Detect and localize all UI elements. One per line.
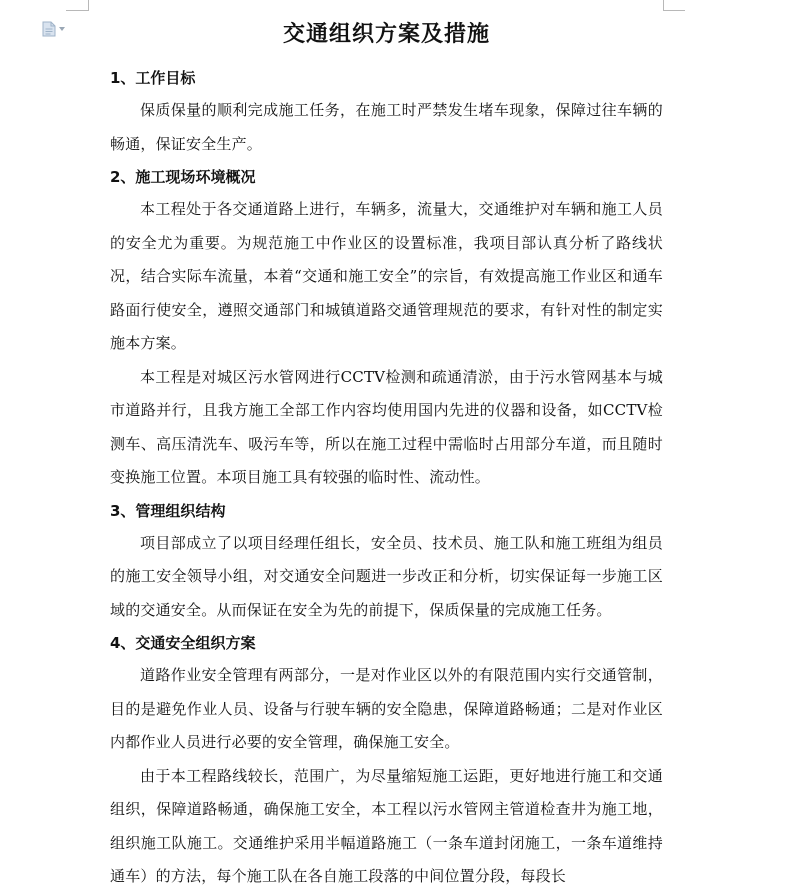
section-heading: 1、工作目标 [110, 69, 196, 87]
document-page [110, 10, 663, 894]
paragraph: 保质保量的顺利完成施工任务，在施工时严禁发生堵车现象，保障过往车辆的畅通，保证安全生产。 [110, 101, 663, 153]
section-traffic-safety-plan [110, 627, 663, 894]
margin-corner-mark-top-right [663, 0, 664, 10]
section-management-structure [110, 495, 663, 628]
margin-corner-mark-top-right-h [663, 10, 685, 11]
paragraph: 道路作业安全管理有两部分，一是对作业区以外的有限范围内实行交通管制，目的是避免作业人员、设备与行驶车辆的安全隐患，保障道路畅通；二是对作业区内都作业人员进行必要的安全管理，确保施工安全。 [110, 666, 663, 751]
paragraph: 本工程是对城区污水管网进行CCTV检测和疏通清淤，由于污水管网基本与城市道路并行，且我方施工全部工作内容均使用国内先进的仪器和设备，如CCTV检测车、高压清洗车、吸污车等，所以在施工过程中需临时占用部分车道，而且随时变换施工位置。本项目施工具有较强的临时性、流动性。 [110, 367, 663, 486]
chevron-down-icon [59, 27, 65, 31]
paragraph: 项目部成立了以项目经理任组长，安全员、技术员、施工队和施工班组为组员的施工安全领导小组，对交通安全问题进一步改正和分析，切实保证每一步施工区域的交通安全。从而保证在安全为先的前提下，保质保量的完成施工任务。 [110, 533, 663, 619]
section-heading: 4、交通安全组织方案 [110, 634, 256, 652]
paragraph: 由于本工程路线较长，范围广，为尽量缩短施工运距，更好地进行施工和交通组织，保障道路畅通，确保施工安全，本工程以污水管网主管道检查井为施工地，组织施工队施工。交通维护采用半幅道路施工（一条车道封闭施工，一条车道维持通车）的方法，每个施工队在各自施工段落的中间位置分段，每段长 [110, 766, 663, 885]
document-title: 交通组织方案及措施 [282, 21, 490, 47]
section-work-goal [110, 62, 663, 161]
document-icon [42, 21, 56, 37]
margin-corner-mark-top-left [88, 0, 89, 11]
document-menu-button[interactable] [42, 21, 65, 37]
margin-corner-mark-top-left-h [66, 10, 88, 11]
paragraph: 本工程处于各交通道路上进行，车辆多，流量大，交通维护对车辆和施工人员的安全尤为重要。为规范施工中作业区的设置标准，我项目部认真分析了路线状况，结合实际车流量，本着“交通和施工安全”的宗旨，有效提高施工作业区和通车路面行使安全，遵照交通部门和城镇道路交通管理规范的要求，有针对性的制定实施本方案。 [110, 200, 663, 352]
section-heading: 3、管理组织结构 [110, 501, 226, 520]
section-site-environment [110, 161, 663, 495]
section-heading: 2、施工现场环境概况 [110, 168, 256, 186]
